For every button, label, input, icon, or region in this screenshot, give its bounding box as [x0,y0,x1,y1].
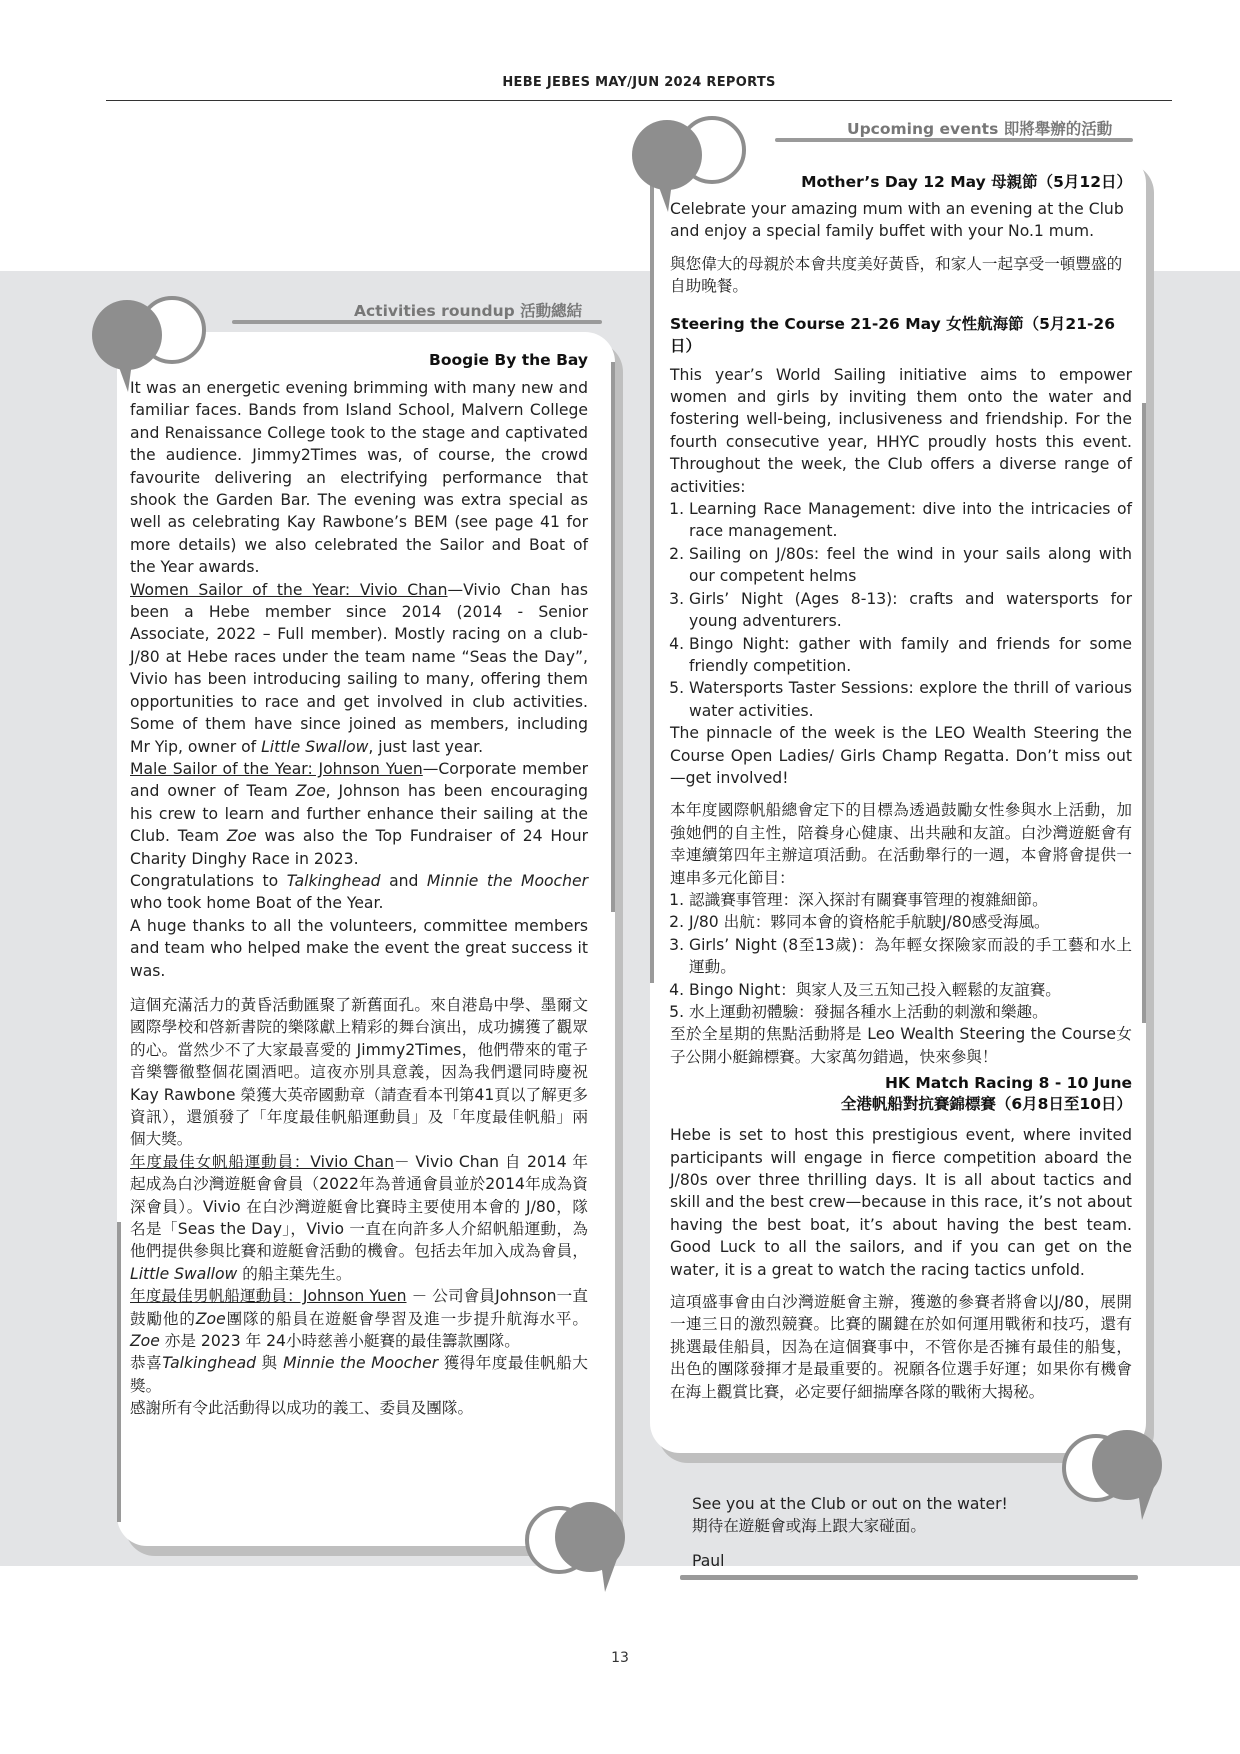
activity-list-zh [670,889,1132,1023]
boat-name: Minnie the Moocher [426,871,588,890]
list-item: 1. 認識賽事管理：深入探討有關賽事管理的複雜細節。 [689,889,1132,911]
thanks-paragraph: A huge thanks to all the volunteers, committee members and team who helped make the event the great success it was. [130,916,588,980]
list-item: 4. Bingo Night：與家人及三五知己投入輕鬆的友誼賽。 [689,979,1132,1001]
list-item: 3. Girls’ Night (8至13歲)：為年輕女探險家而設的手工藝和水上運動。 [689,934,1132,979]
congrats-paragraph-zh: 恭喜Talkinghead 與 Minnie the Moocher 獲得年度最佳帆船大獎。 [130,1354,588,1395]
team-name: Zoe [295,782,326,801]
event-body-match-en: Hebe is set to host this prestigious event, where invited participants will engage in fierce competition aboard the J/80s over three thrilling days. It is all about tactics and skill and the best crew—because in this race, it’s not about having the best boat, it’s about having the best team. Good Luck to all the sailors, and if you can get on the water, it is a great to watch the racing tactics unfold. [670,1126,1133,1279]
event-title-match-racing: HK Match Racing 8 - 10 June [884,1074,1132,1093]
team-name: Zoe [130,1332,160,1351]
list-item: 5. 水上運動初體驗：發掘各種水上活動的刺激和樂趣。 [689,1001,1132,1023]
male-sailor-paragraph: Male Sailor of the Year: Johnson Yuen—Corporate member and owner of Team Zoe, Johnson has been encouraging his crew to learn and further enhance their sailing at the Club. Team Zoe was also the Top Fundraiser of 24 Hour Charity Dinghy Race in 2023. [130,759,588,868]
closing-line-en: See you at the Club or out on the water! [692,1495,1008,1513]
list-item: 4. Bingo Night: gather with family and friends for some friendly competition. [689,633,1132,678]
list-item: 5. Watersports Taster Sessions: explore the thrill of various water activities. [689,677,1132,722]
event-body-steering-zh: 本年度國際帆船總會定下的目標為透過鼓勵女性參與水上活動，加強她們的自主性，陪養身心健康、出共融和友誼。白沙灣遊艇會有幸連續第四年主辦這項活動。在活動舉行的一週，本會將會提供一連串多元化節目： 1. 認識賽事管理：深入探討有關賽事管理的複雜細節。 2. J/80 出航：夥同本會的資格舵手航駛J/80感受海風。 3. Girls’ Night (8至13歲)：為年輕女探險家而設的手工藝和水上運動。 4. Bingo Night：與家人及三五知己投入輕鬆的友誼賽。 5. 水上運動初體驗：發掘各種水上活動的刺激和樂趣。 至於全星期的焦點活動將是 Leo Wealth Steering the Course女子公開小艇錦標賽。大家萬勿錯過，快來參與！ [670,799,1132,1068]
article-paragraph: It was an energetic evening brimming with many new and familiar faces. Bands from Island School, Malvern College and Renaissance College took to the stage and captivated the audience. Jimmy2Times was, of course, the crowd favourite delivering an electrifying performance that shook the Garden Bar. The evening was extra special as well as celebrating Kay Rawbone’s BEM (see page 41 for more details) we also celebrated the Sailor and Boat of the Year awards. [130,379,588,577]
congrats-paragraph: Congratulations to Talkinghead and Minnie the Moocher who took home Boat of the Year. [130,871,588,913]
activities-content [130,351,588,1420]
signature: Paul [692,1551,725,1570]
section-label-upcoming: Upcoming events 即將舉辦的活動 [847,120,1113,138]
team-name: Zoe [195,1309,226,1328]
activity-list [670,498,1132,722]
event-title-mothers-day: Mother’s Day 12 May 母親節（5月12日） [801,173,1132,191]
page-number: 13 [611,1650,629,1666]
section-rule-activities [232,320,602,324]
article-paragraph-zh: 這個充滿活力的黃昏活動匯聚了新舊面孔。來自港島中學、墨爾文國際學校和啓新書院的樂隊獻上精彩的舞台演出，成功擄獲了觀眾的心。當然少不了大家最喜愛的 Jimmy2Times，他們帶來的電子音樂響徹整個花園酒吧。這夜亦別具意義，因為我們還同時慶祝 Kay Rawbone 榮獲大英帝國勳章（請查看本刊第41頁以了解更多資訊），還頒發了「年度最佳帆船運動員」及「年度最佳帆船」兩個大獎。 [130,995,588,1149]
closing-rule [680,1575,1138,1580]
list-item: 1. Learning Race Management: dive into the intricacies of race management. [689,498,1132,543]
event-body-match-zh: 這項盛事會由白沙灣遊艇會主辦，獲邀的參賽者將會以J/80，展開一連三日的激烈競賽。比賽的關鍵在於如何運用戰術和技巧，還有挑選最佳船員，因為在這個賽事中，不管你是否擁有最佳的船隻，出色的團隊發揮才是最重要的。祝願各位選手好運；如果你有機會在海上觀賞比賽，必定要仔細揣摩各隊的戰術大揭秘。 [670,1293,1132,1401]
list-item: 2. J/80 出航：夥同本會的資格舵手航駛J/80感受海風。 [689,911,1132,933]
award-label: Women Sailor of the Year: Vivio Chan [130,580,448,599]
list-item: 3. Girls’ Night (Ages 8-13): crafts and watersports for young adventurers. [689,588,1132,633]
page-header: HEBE JEBES MAY/JUN 2024 REPORTS [502,75,776,90]
award-label: Male Sailor of the Year: Johnson Yuen [130,759,423,778]
women-sailor-paragraph: Women Sailor of the Year: Vivio Chan—Vivio Chan has been a Hebe member since 2014 (2014 - Senior Associate, 2022 – Full member). Mostly racing on a club-J/80 at Hebe races under the team name “Seas the Day”, Vivio has been introducing sailing to many, offering them opportunities to race and get involved in club activities. Some of them have since joined as members, including Mr Yip, owner of Little Swallow, just last year. [130,580,589,756]
award-label: 年度最佳女帆船運動員：Vivio Chan [130,1152,394,1171]
team-name: Zoe [226,827,257,846]
boat-name: Little Swallow [261,737,369,756]
male-sailor-paragraph-zh: 年度最佳男帆船運動員：Johnson Yuen － 公司會員Johnson一直鼓勵他的Zoe團隊的船員在遊艇會學習及進一步提升航海水平。Zoe 亦是 2023 年 24小時慈善小艇賽的最佳籌款團隊。 [130,1287,588,1351]
list-item: 2. Sailing on J/80s: feel the wind in your sails along with our competent helms [689,543,1132,588]
women-sailor-paragraph-zh: 年度最佳女帆船運動員：Vivio Chan－ Vivio Chan 自 2014 年起成為白沙灣遊艇會會員（2022年為普通會員並於2014年成為資深會員）。Vivio 在白沙灣遊艇會比賽時主要使用本會的 J/80，隊名是「Seas the Day」，Vivio 一直在向許多人介紹帆船運動，為他們提供參與比賽和遊艇會活動的機會。包括去年加入成為會員，Little Swallow 的船主葉先生。 [130,1152,588,1283]
boat-name: Talkinghead [162,1354,257,1373]
event-title-match-racing-zh: 全港帆船對抗賽錦標賽（6月8日至10日） [840,1095,1132,1114]
events-content [670,170,1132,1403]
close-quote-mark-icon [525,1502,645,1612]
closing-line-zh: 期待在遊艇會或海上跟大家碰面。 [692,1517,926,1536]
event-body-mothers-zh: 與您偉大的母親於本會共度美好黃昏，和家人一起享受一頓豐盛的自助晚餐。 [670,254,1123,296]
event-title-steering: Steering the Course 21-26 May 女性航海節（5月21-26日） [670,314,1116,355]
thanks-paragraph-zh: 感謝所有令此活動得以成功的義工、委員及團隊。 [130,1399,474,1418]
award-label: 年度最佳男帆船運動員：Johnson Yuen [130,1287,407,1306]
boat-name: Little Swallow [130,1264,238,1283]
article-body-en [130,377,588,982]
closing-note [692,1493,1112,1572]
article-title: Boogie By the Bay [429,351,588,369]
event-body-steering-en: This year’s World Sailing initiative aims to empower women and girls by inviting them onto the water and fostering well-being, inclusiveness and friendship. For the fourth consecutive year, HHYC proudly hosts this event. Throughout the week, the Club offers a diverse range of activities: 1. Learning Race Management: dive into the intricacies of race management. 2. Sailing on J/80s: feel the wind in your sails along with our competent helms 3. Girls’ Night (Ages 8-13): crafts and watersports for young adventurers. 4. Bingo Night: gather with family and friends for some friendly competition. 5. Watersports Taster Sessions: explore the thrill of various water activities. The pinnacle of the week is the LEO Wealth Steering the Course Open Ladies/ Girls Champ Regatta. Don’t miss out—get involved! [670,364,1132,790]
article-body-zh [130,994,588,1420]
boat-name: Minnie the Moocher [283,1354,439,1373]
boat-name: Talkinghead [286,871,381,890]
header-divider [106,100,1172,101]
event-body-mothers-en: Celebrate your amazing mum with an evening at the Club and enjoy a special family buffet with your No.1 mum. [670,200,1124,241]
section-label-activities: Activities roundup 活動總結 [354,302,583,320]
section-rule-upcoming [775,138,1133,142]
